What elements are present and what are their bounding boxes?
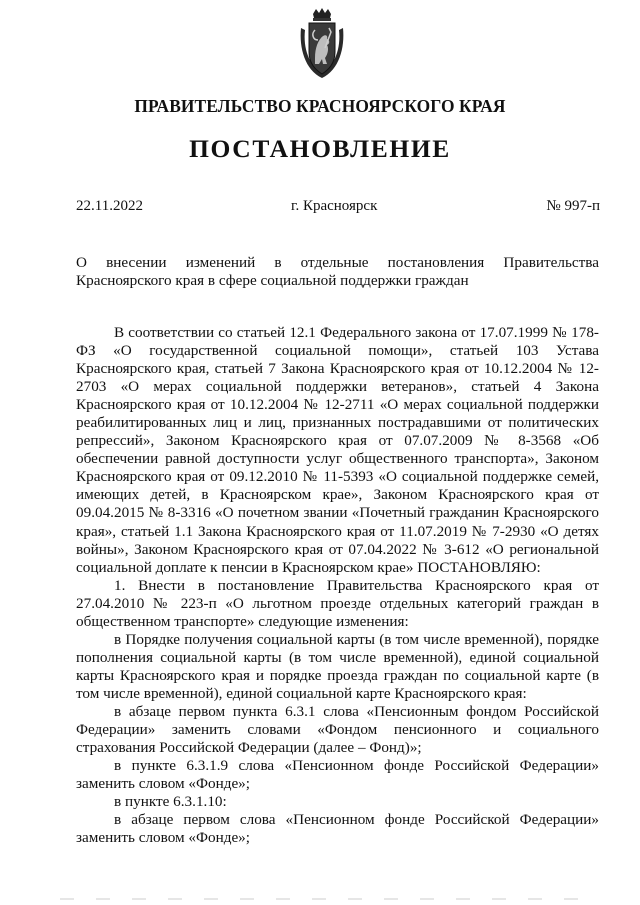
body-paragraph: 1. Внести в постановление Правительства Красноярского края от 27.04.2010 № 223-п «О льготном проезде отдельных категорий граждан в общественном транспорте» следующие изменения: bbox=[76, 576, 599, 630]
scan-edge-artifact bbox=[60, 898, 600, 900]
document-body bbox=[76, 324, 599, 847]
body-paragraph: в Порядке получения социальной карты (в том числе временной), порядке пополнения социальной карты (в том числе временной), единой социальной карты Красноярского края и порядке проезда граждан по социальной карте (в том числе временной), единой социальной карте Красноярского края: bbox=[76, 630, 599, 702]
body-paragraph: в абзаце первом слова «Пенсионном фонде Российской Федерации» заменить словом «Фонде»; bbox=[76, 811, 599, 847]
document-date: 22.11.2022 bbox=[76, 198, 143, 214]
body-paragraph: в пункте 6.3.1.9 слова «Пенсионном фонде Российской Федерации» заменить словом «Фонде»; bbox=[76, 757, 599, 793]
document-number: № 997-п bbox=[546, 198, 600, 214]
body-paragraph: В соответствии со статьей 12.1 Федерального закона от 17.07.1999 № 178-ФЗ «О государственной социальной помощи», статьей 103 Устава Красноярского края, статьей 7 Закона Красноярского края от 10.12.2004 № 12-2703 «О мерах социальной поддержки ветеранов», статьей 4 Закона Красноярского края от 10.12.2004 № 12-2711 «О мерах социальной поддержки реабилитированных лиц и лиц, признанных пострадавшими от политических репрессий», Законом Красноярского края от 07.07.2009 № 8-3568 «Об обеспечении равной доступности услуг общественного транспорта», Законом Красноярского края от 09.12.2010 № 11-5393 «О социальной поддержке семей, имеющих детей, в Красноярском крае», Законом Красноярского края от 09.04.2015 № 8-3316 «О почетном звании «Почетный гражданин Красноярского края», статьей 1.1 Закона Красноярского края от 11.07.2019 № 7-2930 «О детях войны», Законом Красноярского края от 07.04.2022 № 3-612 «О региональной социальной доплате к пенсии в Красноярском крае» ПОСТАНОВЛЯЮ: bbox=[76, 324, 599, 576]
document-type-title: ПОСТАНОВЛЕНИЕ bbox=[189, 134, 451, 163]
coat-of-arms-icon bbox=[297, 8, 347, 82]
body-paragraph: в пункте 6.3.1.10: bbox=[114, 793, 227, 811]
document-city: г. Красноярск bbox=[291, 198, 378, 214]
organization-title: ПРАВИТЕЛЬСТВО КРАСНОЯРСКОГО КРАЯ bbox=[134, 96, 506, 116]
document-subject: О внесении изменений в отдельные постановления Правительства Красноярского края в сфере социальной поддержки граждан bbox=[76, 254, 599, 289]
body-paragraph: в абзаце первом пункта 6.3.1 слова «Пенсионным фондом Российской Федерации» заменить словами «Фондом пенсионного и социального страхования Российской Федерации (далее – Фонд)»; bbox=[76, 702, 599, 757]
